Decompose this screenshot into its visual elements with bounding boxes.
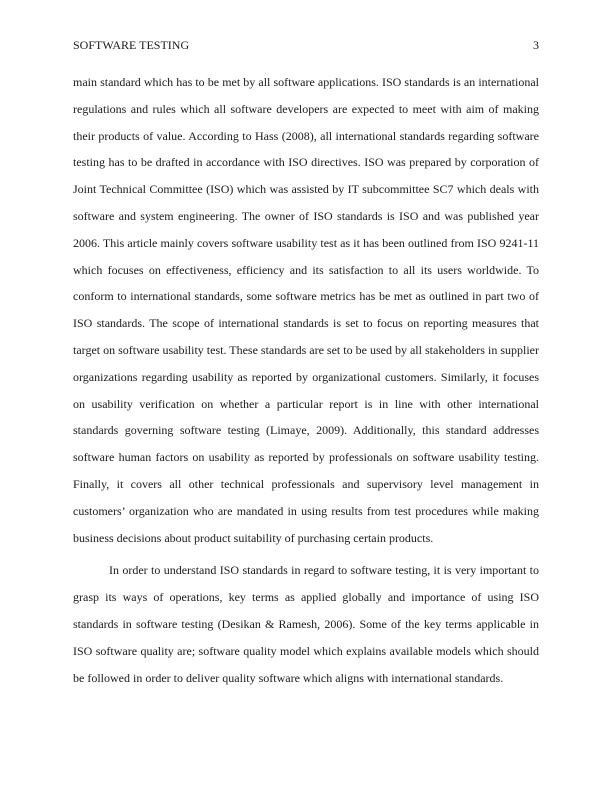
document-body xyxy=(73,69,539,691)
body-paragraph-2: In order to understand ISO standards in regard to software testing, it is very important to grasp its ways of operations, key terms as applied globally and importance of using ISO standards in software testing (Desikan & Ramesh, 2006). Some of the key terms applicable in ISO software quality are; software quality model which explains available models which should be followed in order to deliver quality software which aligns with international standards. xyxy=(73,563,539,685)
body-paragraph-1: main standard which has to be met by all software applications. ISO standards is an international regulations and rules which all software developers are expected to meet with aim of making their products of value. According to Hass (2008), all international standards regarding software testing has to be drafted in accordance with ISO directives. ISO was prepared by corporation of Joint Technical Committee (ISO) which was assisted by IT subcommittee SC7 which deals with software and system engineering. The owner of ISO standards is ISO and was published year 2006. This article mainly covers software usability test as it has been outlined from ISO 9241-11 which focuses on effectiveness, efficiency and its satisfaction to all its users worldwide. To conform to international standards, some software metrics has be met as outlined in part two of ISO standards. The scope of international standards is set to focus on reporting measures that target on software usability test. These standards are set to be used by all stakeholders in supplier organizations regarding usability as reported by organizational customers. Similarly, it focuses on usability verification on whether a particular report is in line with other international standards governing software testing (Limaye, 2009). Additionally, this standard addresses software human factors on usability as reported by professionals on software usability testing. Finally, it covers all other technical professionals and supervisory level management in customers’ organization who are mandated in using results from test procedures while making business decisions about product suitability of purchasing certain products. xyxy=(73,75,539,545)
page-number: 3 xyxy=(533,38,539,52)
running-head: SOFTWARE TESTING xyxy=(73,38,190,52)
page-header xyxy=(73,37,539,53)
